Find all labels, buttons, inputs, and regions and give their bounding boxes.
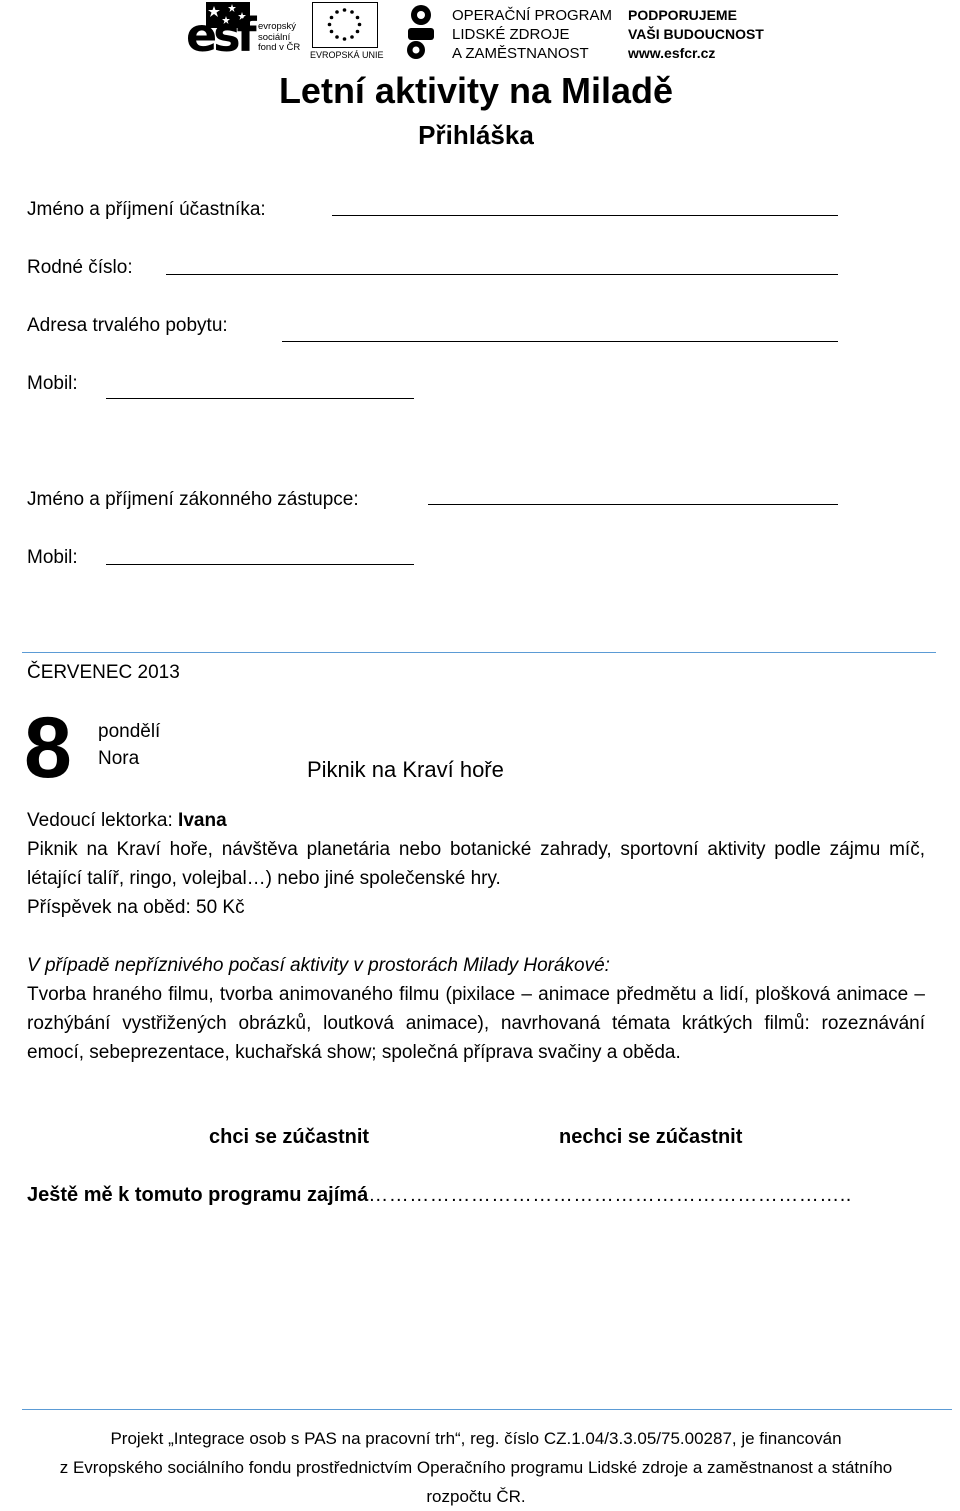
footer-divider (22, 1409, 952, 1410)
not-attend-option[interactable]: nechci se zúčastnit (559, 1126, 743, 1148)
op-line-3: A ZAMĚSTNANOST (452, 45, 589, 62)
interest-line[interactable] (27, 1184, 852, 1207)
op-line-1: OPERAČNÍ PROGRAM (452, 7, 613, 24)
op-program-text (452, 6, 612, 63)
lecturer-line (27, 806, 925, 835)
guardian-name-field[interactable] (428, 504, 838, 505)
footer-line-3: rozpočtu ČR. (426, 1487, 526, 1506)
op-line-2: LIDSKÉ ZDROJE (452, 26, 570, 43)
day-name: pondělí (98, 721, 161, 742)
contribution-text: Příspěvek na oběd: 50 Kč (27, 897, 245, 918)
eu-caption: EVROPSKÁ UNIE (310, 50, 384, 60)
name-day: Nora (98, 748, 140, 769)
footer-line-2: z Evropského sociálního fondu prostřednictvím Operačního programu Lidské zdroje a zaměstnanost a státního (59, 1458, 893, 1477)
page-subtitle: Přihláška (418, 120, 534, 150)
event-title: Piknik na Kraví hoře (307, 757, 504, 782)
birth-number-label: Rodné číslo: (27, 257, 133, 278)
participant-name-label: Jméno a příjmení účastníka: (27, 199, 266, 220)
interest-fill-dots: …………………………………………………………….. (368, 1184, 852, 1206)
birth-number-field[interactable] (166, 274, 838, 275)
participant-mobile-field[interactable] (106, 398, 414, 399)
esf-logo (186, 2, 304, 60)
esf-line-1: evropský (258, 21, 297, 32)
attend-option[interactable]: chci se zúčastnit (209, 1126, 370, 1148)
section-divider (22, 652, 936, 653)
podporujeme-text (628, 6, 764, 63)
esf-caption (258, 22, 300, 54)
month-heading: ČERVENEC 2013 (27, 662, 180, 683)
header-logos (186, 0, 776, 64)
lecturer-name: Ivana (178, 810, 227, 831)
podp-line-1: PODPORUJEME (628, 7, 737, 23)
op-logo-icon (404, 4, 438, 60)
day-info (98, 718, 160, 772)
footer-text (0, 1424, 952, 1511)
eu-flag-icon (312, 2, 378, 48)
lecturer-label: Vedoucí lektorka: (27, 810, 179, 831)
bad-weather-heading: V případě nepříznivého počasí aktivity v prostorách Milady Horákové: (27, 955, 610, 976)
address-label: Adresa trvalého pobytu: (27, 315, 228, 336)
podp-line-2: VAŠI BUDOUCNOST (628, 26, 764, 42)
esf-line-3: fond v ČR (258, 42, 301, 53)
guardian-mobile-field[interactable] (106, 564, 414, 565)
guardian-mobile-label: Mobil: (27, 547, 78, 568)
participant-name-field[interactable] (332, 215, 838, 216)
page-title: Letní aktivity na Miladě (278, 70, 674, 111)
esf-wordmark: esf (186, 8, 253, 62)
footer-line-1: Projekt „Integrace osob s PAS na pracovní trh“, reg. číslo CZ.1.04/3.3.05/75.00287, je financován (110, 1429, 842, 1448)
esfcr-link[interactable]: www.esfcr.cz (628, 45, 716, 61)
participant-mobile-label: Mobil: (27, 373, 78, 394)
day-number: 8 (24, 700, 72, 796)
interest-label: Ještě mě k tomuto programu zajímá (27, 1184, 369, 1206)
bad-weather-text: Tvorba hraného filmu, tvorba animovaného filmu (pixilace – animace předmětu a lidí, plošková animace – rozhýbání vystřižených obrázků, loutková animace), navrhovaná témata krátkých filmů: rozeznávání emocí, sebeprezentace, kuchařská show; společná příprava svačiny a oběda. (27, 984, 925, 1063)
esf-line-2: sociální (258, 31, 291, 43)
address-field[interactable] (282, 341, 838, 342)
guardian-name-label: Jméno a příjmení zákonného zástupce: (27, 489, 359, 510)
event-description: Piknik na Kraví hoře, návštěva planetária nebo botanické zahrady, sportovní aktivity podle zájmu míč, létající talíř, ringo, volejbal…) nebo jiné společenské hry. (27, 839, 925, 889)
